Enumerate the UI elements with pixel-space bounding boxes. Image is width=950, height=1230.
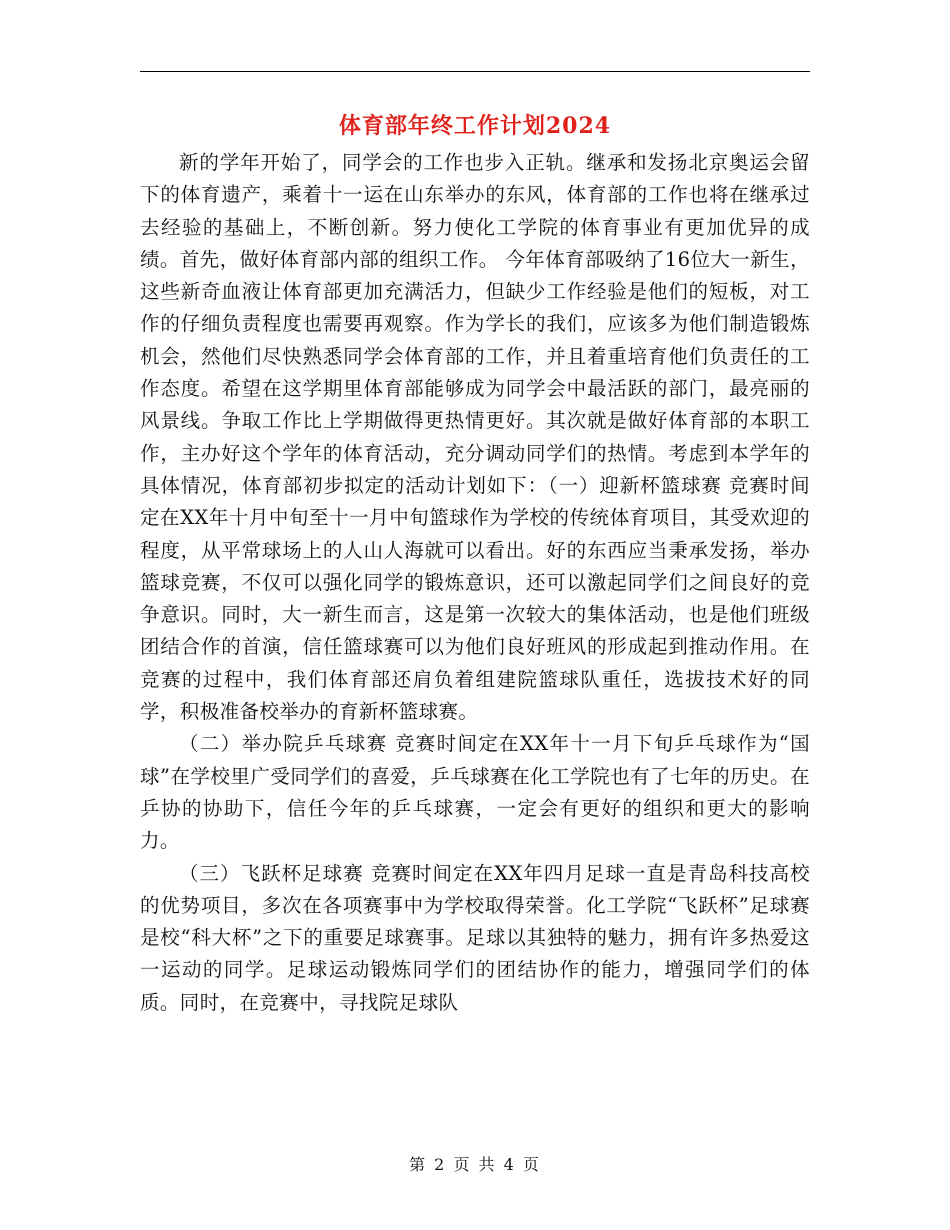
header-rule — [140, 71, 810, 72]
document-title: 体育部年终工作计划2024 — [338, 113, 612, 139]
body-paragraph-2: （二）举办院乒乓球赛 竞赛时间定在XX年十一月下旬乒乓球作为“国球”在学校里广受同学们的喜爱，乒乓球赛在化工学院也有了七年的历史。在乒协的协助下，信任今年的乒乓球赛，一定会有更好的组织和更大的影响力。 — [140, 732, 810, 853]
body-paragraph-1: 新的学年开始了，同学会的工作也步入正轨。继承和发扬北京奥运会留下的体育遗产，乘着十一运在山东举办的东风，体育部的工作也将在继承过去经验的基础上，不断创新。努力使化工学院的体育事业有更加优异的成绩。首先，做好体育部内部的组织工作。 今年体育部吸纳了16位大一新生，这些新奇血液让体育部更加充满活力，但缺少工作经验是他们的短板，对工作的仔细负责程度也需要再观察。作为学长的我们，应该多为他们制造锻炼机会，然他们尽快熟悉同学会体育部的工作，并且着重培育他们负责任的工作态度。希望在这学期里体育部能够成为同学会中最活跃的部门，最亮丽的风景线。争取工作比上学期做得更热情更好。其次就是做好体育部的本职工作，主办好这个学年的体育活动，充分调动同学们的热情。考虑到本学年的具体情况，体育部初步拟定的活动计划如下：（一）迎新杯篮球赛 竞赛时间定在XX年十月中旬至十一月中旬篮球作为学校的传统体育项目，其受欢迎的程度，从平常球场上的人山人海就可以看出。好的东西应当秉承发扬，举办篮球竞赛，不仅可以强化同学的锻炼意识，还可以激起同学们之间良好的竞争意识。同时，大一新生而言，这是第一次较大的集体活动，也是他们班级团结合作的首演，信任篮球赛可以为他们良好班风的形成起到推动作用。在竞赛的过程中，我们体育部还肩负着组建院篮球队重任，选拔技术好的同学，积极准备校举办的育新杯篮球赛。 — [140, 151, 810, 724]
body-paragraph-3: （三）飞跃杯足球赛 竞赛时间定在XX年四月足球一直是青岛科技高校的优势项目，多次在各项赛事中为学校取得荣誉。化工学院“飞跃杯”足球赛是校“科大杯”之下的重要足球赛事。足球以其独特的魅力，拥有许多热爱这一运动的同学。足球运动锻炼同学们的团结协作的能力，增强同学们的体质。同时，在竞赛中，寻找院足球队 — [140, 861, 810, 1014]
document-body — [140, 147, 810, 1019]
page-number-footer: 第 2 页 共 4 页 — [409, 1155, 541, 1174]
